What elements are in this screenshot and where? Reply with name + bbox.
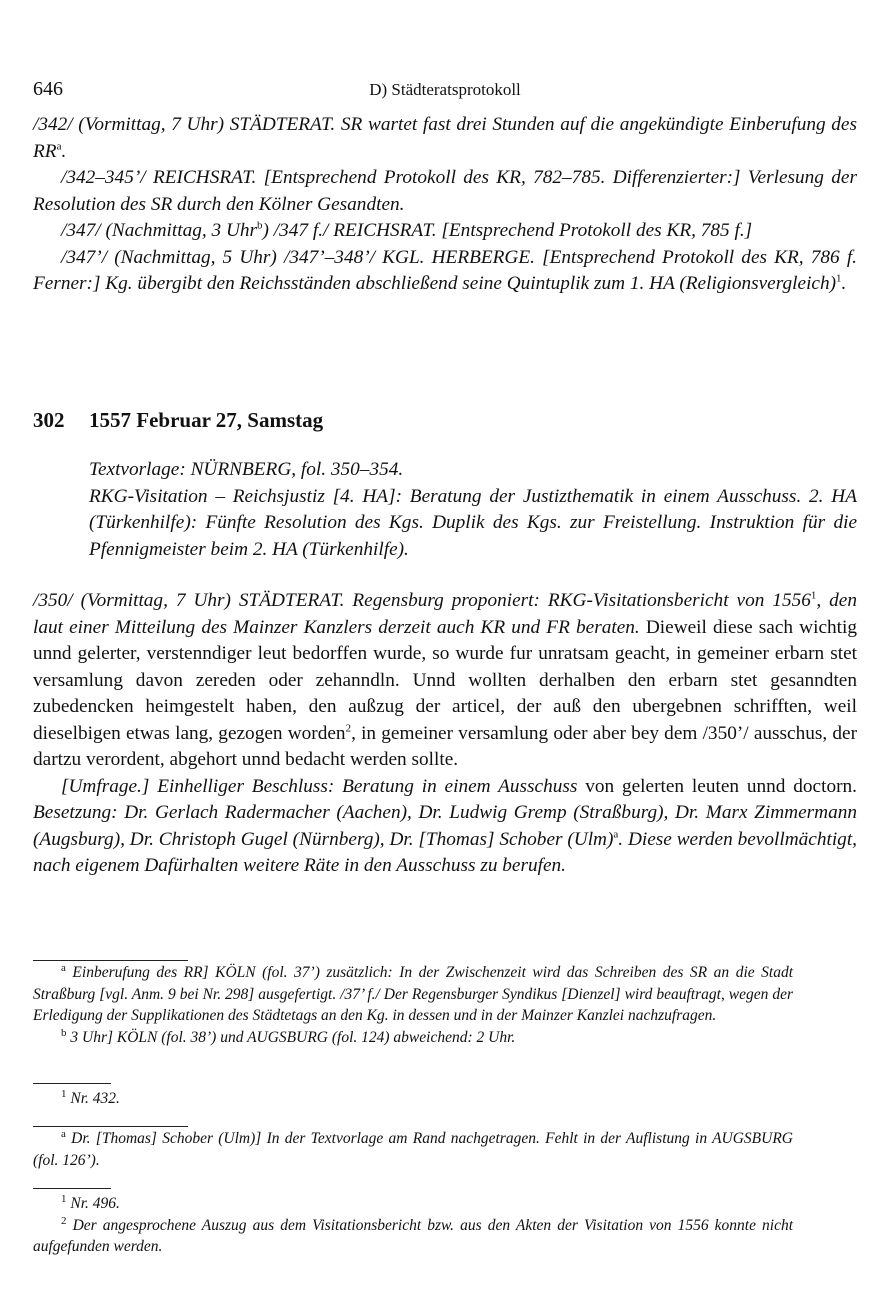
footnotes-letters-2 (33, 1128, 793, 1171)
text-segment: [Umfrage.] Einhelliger Beschluss: Beratung in einem Ausschuss (61, 775, 578, 797)
footnote-marker: 1 (61, 1192, 67, 1205)
footnote (33, 962, 793, 1027)
footnote-marker: a (61, 1127, 66, 1140)
footnote-rule (33, 960, 188, 961)
footnote (33, 1128, 793, 1171)
text-segment: . (841, 273, 847, 294)
textvorlage-source: Textvorlage: NÜRNBERG, fol. 350–354. (89, 459, 404, 480)
footnote-marker: 2 (345, 722, 352, 735)
text-segment: , den laut einer Mitteilung des Mainzer Kanzlers derzeit auch KR und FR beraten. (33, 590, 857, 638)
paragraph (33, 588, 857, 774)
footnote-marker: 1 (61, 1087, 67, 1100)
footnote-rule (33, 1188, 111, 1189)
footnote-text: Der angesprochene Auszug aus dem Visitationsbericht bzw. aus den Akten der Visitation von 1556 konnte nicht aufgefunden werden. (33, 1216, 793, 1255)
textvorlage-summary: RKG-Visitation – Reichsjustiz [4. HA]: Beratung der Justizthematik in einem Ausschuss. 2. HA (Türkenhilfe): Fünfte Resolution des Kgs. Duplik des Kgs. zur Freistellung. Instruktion für die Pfennigmeister beim 2. HA (Türkenhilfe). (89, 485, 857, 560)
footnote-text: Nr. 432. (70, 1090, 120, 1107)
paragraph (33, 112, 857, 165)
text-segment: , in gemeiner versamlung oder aber bey dem /350’/ ausschus, der dartzu verordent, abgehort unnd bedacht werden sollte. (33, 722, 857, 770)
text-segment: /342/ (Vormittag, 7 Uhr) STÄDTERAT. SR wartet fast drei Stunden auf die angekündigte Einberufung des RR (33, 114, 857, 162)
text-segment: . (61, 140, 67, 162)
footnote-marker: 1 (810, 589, 817, 602)
footnote-marker: a (613, 828, 619, 841)
footnote-marker: a (61, 961, 66, 974)
footnote-marker: a (56, 140, 62, 153)
text-segment: ) /347 f./ REICHSRAT. [Entsprechend Protokoll des KR, 785 f.] (262, 220, 753, 241)
protocol-entries-301 (33, 112, 857, 298)
textvorlage-block (89, 457, 857, 563)
text-segment: /347’/ (Nachmittag, 5 Uhr) /347’–348’/ KGL. HERBERGE. [Entsprechend Protokoll des KR, 786 f. Ferner:] Kg. übergibt den Reichsständen abschließend seine Quintuplik zum 1. HA (Religionsvergleich) (33, 246, 857, 294)
footnotes-letters-1 (33, 962, 793, 1048)
paragraph (33, 774, 857, 880)
protocol-entries-302 (33, 588, 857, 880)
text-segment: Besetzung: Dr. Gerlach Radermacher (Aachen), Dr. Ludwig Gremp (Straßburg), Dr. Marx Zimmermann (Augsburg), Dr. Christoph Gugel (Nürnberg), Dr. [Thomas] Schober (Ulm) (33, 802, 857, 850)
paragraph (33, 165, 857, 218)
text-segment: von gelerten leuten unnd doctorn. (577, 775, 857, 797)
footnote-rule (33, 1083, 111, 1084)
text-segment: /350/ (Vormittag, 7 Uhr) STÄDTERAT. Regensburg proponiert: RKG-Visitationsbericht von 1556 (33, 590, 811, 611)
footnote (33, 1193, 793, 1215)
page-number: 646 (33, 78, 63, 100)
text-segment: . Diese werden bevollmächtigt, nach eigenem Dafürhalten weitere Räte in den Ausschuss zu berufen. (33, 828, 857, 876)
text-segment: Dieweil diese sach wichtig unnd gelerter, verstenndiger leut bedorffen wurde, so wurde fur unratsam geacht, in gemeiner erbarn stet versamlung davon zereden oder zehanndln. Unnd wollten derhalben den erbarn stet gesanndten zubedencken heimgestelt haben, den außzug der articel, der auß den ubergebnen schrifften, weil dieselbigen etwas lang, gezogen worden (33, 616, 857, 744)
footnote-marker: 1 (836, 272, 842, 285)
section-heading (33, 408, 323, 433)
footnote-text: Einberufung des RR] KÖLN (fol. 37’) zusätzlich: In der Zwischenzeit wird das Schreiben des SR an die Stadt Straßburg [vgl. Anm. 9 bei Nr. 298] ausgefertigt. /37’ f./ Der Regensburger Syndikus [Dienzel] wird beauftragt, wegen der Erledigung der Supplikationen des Städtetags an den Kg. in dessen und in der Mainzer Kanzlei nachzufragen. (33, 964, 794, 1024)
footnote-text: Dr. [Thomas] Schober (Ulm)] In der Textvorlage am Rand nachgetragen. Fehlt in der Auflistung in AUGSBURG (fol. 126’). (33, 1130, 793, 1169)
footnote-rule (33, 1126, 188, 1127)
footnotes-numbers-1 (33, 1088, 793, 1110)
text-segment: /342–345’/ REICHSRAT. [Entsprechend Protokoll des KR, 782–785. Differenzierter:] Verlesung der Resolution des SR durch den Kölner Gesandten. (33, 167, 857, 215)
section-number: 302 (33, 408, 65, 432)
section-title: 1557 Februar 27, Samstag (89, 408, 324, 432)
footnote (33, 1215, 793, 1258)
running-title: D) Städteratsprotokoll (369, 80, 521, 99)
footnote (33, 1088, 793, 1110)
footnote-text: Nr. 496. (70, 1195, 120, 1212)
footnote-marker: b (61, 1026, 67, 1039)
paragraph (33, 245, 857, 298)
paragraph (33, 218, 857, 245)
footnote (33, 1027, 793, 1049)
footnotes-numbers-2 (33, 1193, 793, 1258)
footnote-text: 3 Uhr] KÖLN (fol. 38’) und AUGSBURG (fol. 124) abweichend: 2 Uhr. (70, 1028, 516, 1046)
text-segment: /347/ (Nachmittag, 3 Uhr (61, 220, 258, 241)
footnote-marker: 2 (61, 1214, 67, 1227)
footnote-marker: b (257, 219, 263, 232)
